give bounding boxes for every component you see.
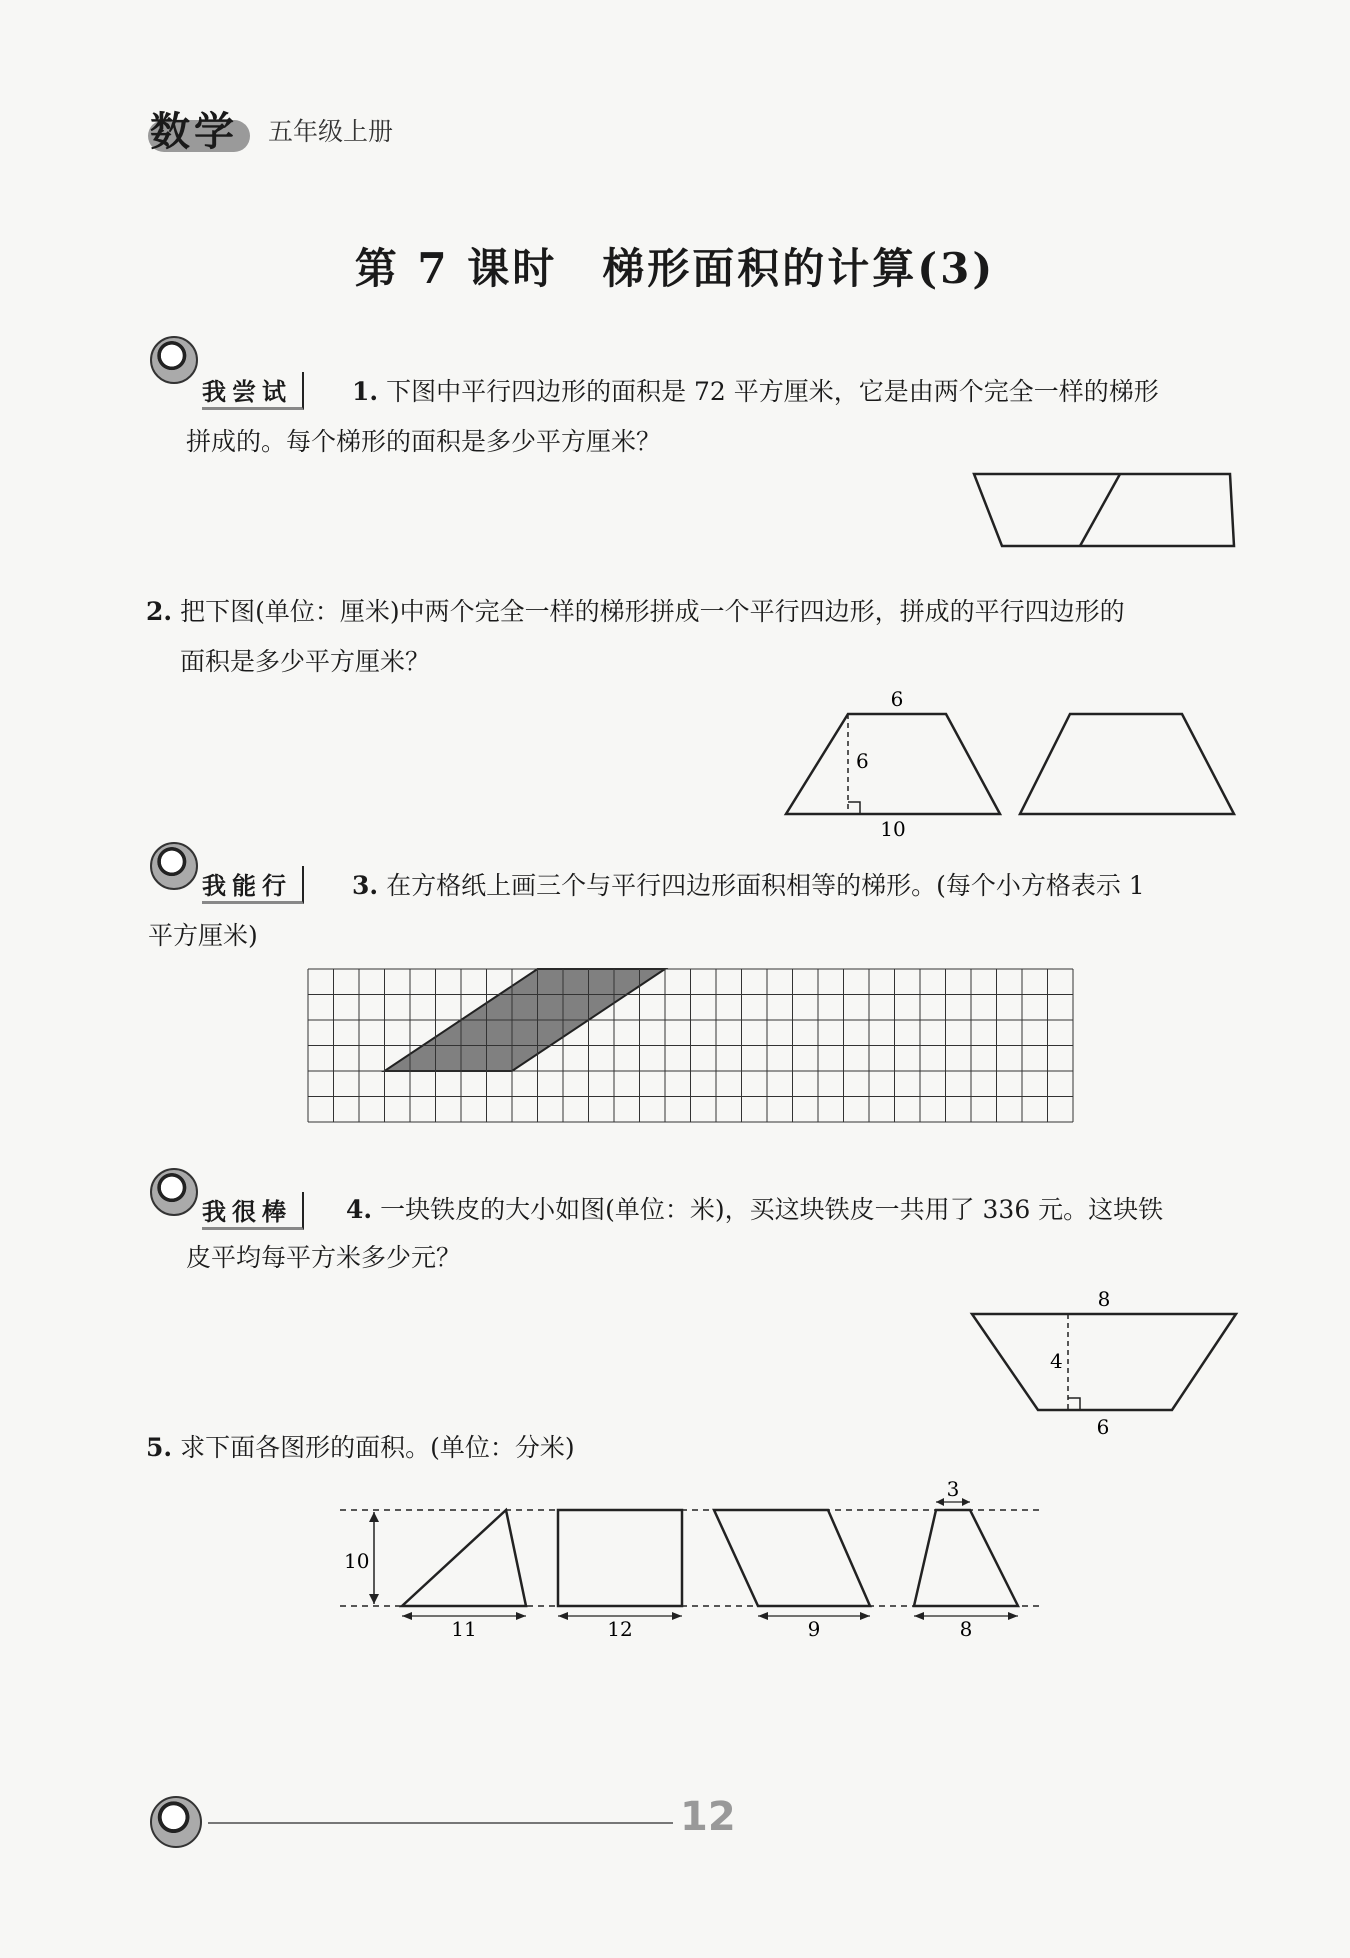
mascot-try-icon [150, 336, 198, 384]
question-1-line2: 拼成的。每个梯形的面积是多少平方厘米？ [186, 427, 662, 456]
q1-parallelogram [974, 474, 1234, 546]
lesson-title: 第 7 课时 梯形面积的计算(3) [354, 244, 996, 293]
q5-figures [330, 1480, 1050, 1650]
q5-rectangle-base-label: 12 [607, 1617, 633, 1641]
q4-bottom-label: 6 [1096, 1415, 1110, 1439]
q2-trapezoid-right [1020, 714, 1234, 814]
mascot-great-icon [150, 1168, 198, 1216]
footer-mascot-icon [150, 1796, 202, 1848]
q3-grid-paper[interactable] [307, 968, 1075, 1130]
question-5 [146, 1424, 1046, 1472]
question-5-text: 求下面各图形的面积。(单位：分米) [180, 1433, 575, 1462]
q2-bottom-label: 10 [880, 817, 906, 841]
q5-triangle [402, 1510, 526, 1606]
q5-triangle-arrowhead-right [516, 1612, 526, 1620]
q5-trapezoid-top-arrowhead-right [962, 1498, 970, 1506]
section-great-label: 我很棒 [202, 1192, 304, 1230]
question-5-number: 5. [146, 1433, 173, 1462]
question-1-line1: 下图中平行四边形的面积是 72 平方厘米，它是由两个完全一样的梯形 [386, 377, 1159, 406]
q4-trapezoid [972, 1314, 1236, 1410]
q5-parallelogram-arrowhead-right [860, 1612, 870, 1620]
q5-parallelogram [714, 1510, 870, 1606]
subject-title: 数学 [150, 109, 238, 155]
q5-trapezoid-arrowhead-left [914, 1612, 924, 1620]
q5-trapezoid-arrowhead-right [1008, 1612, 1018, 1620]
q5-height-arrowhead-top [369, 1512, 379, 1522]
section-can-label: 我能行 [202, 866, 304, 904]
question-1-number: 1. [352, 377, 379, 406]
q2-right-angle [848, 802, 860, 814]
question-4-line1: 一块铁皮的大小如图(单位：米)，买这块铁皮一共用了 336 元。这块铁 [380, 1195, 1164, 1224]
q2-trapezoid-left [786, 714, 1000, 814]
question-2-line2: 面积是多少平方厘米？ [180, 647, 431, 676]
q5-trapezoid-top-arrowhead-left [936, 1498, 944, 1506]
footer-rule [208, 1822, 673, 1824]
q5-trapezoid-base-label: 8 [959, 1617, 973, 1641]
q5-triangle-base-label: 11 [451, 1617, 477, 1641]
question-4-number: 4. [346, 1195, 373, 1224]
q5-parallelogram-base-label: 9 [807, 1617, 821, 1641]
question-2-line1: 把下图(单位：厘米)中两个完全一样的梯形拼成一个平行四边形，拼成的平行四边形的 [180, 597, 1125, 626]
question-4-line2: 皮平均每平方米多少元？ [186, 1243, 462, 1272]
question-1 [352, 368, 1252, 416]
q4-height-label: 4 [1050, 1349, 1063, 1373]
q5-triangle-arrowhead-left [402, 1612, 412, 1620]
question-3 [352, 862, 1252, 910]
q5-height-arrowhead-bottom [369, 1594, 379, 1604]
question-2-number: 2. [146, 597, 173, 626]
q5-rectangle [558, 1510, 682, 1606]
page-number: 12 [680, 1794, 736, 1840]
q5-trapezoid-top-label: 3 [946, 1480, 960, 1501]
q4-trapezoid-figure [966, 1282, 1246, 1442]
q5-rectangle-arrowhead-left [558, 1612, 568, 1620]
mascot-can-icon [150, 842, 198, 890]
q5-height-label: 10 [344, 1549, 370, 1573]
question-3-number: 3. [352, 871, 379, 900]
q2-height-label: 6 [856, 749, 869, 773]
q4-top-label: 8 [1097, 1287, 1111, 1311]
q5-rectangle-arrowhead-right [672, 1612, 682, 1620]
question-3-line1: 在方格纸上画三个与平行四边形面积相等的梯形。(每个小方格表示 1 [386, 871, 1145, 900]
q1-parallelogram-figure [970, 468, 1240, 552]
q4-right-angle [1068, 1398, 1080, 1410]
q1-divider-line [1080, 474, 1120, 546]
q5-parallelogram-arrowhead-left [758, 1612, 768, 1620]
question-3-line2: 平方厘米) [148, 921, 258, 950]
q2-trapezoids-figure [780, 686, 1240, 846]
question-4 [346, 1186, 1246, 1234]
q2-top-label: 6 [890, 687, 904, 711]
question-2 [146, 588, 1246, 636]
section-try-label: 我尝试 [202, 372, 304, 410]
grade-label: 五年级上册 [268, 117, 394, 146]
q5-trapezoid [914, 1510, 1018, 1606]
